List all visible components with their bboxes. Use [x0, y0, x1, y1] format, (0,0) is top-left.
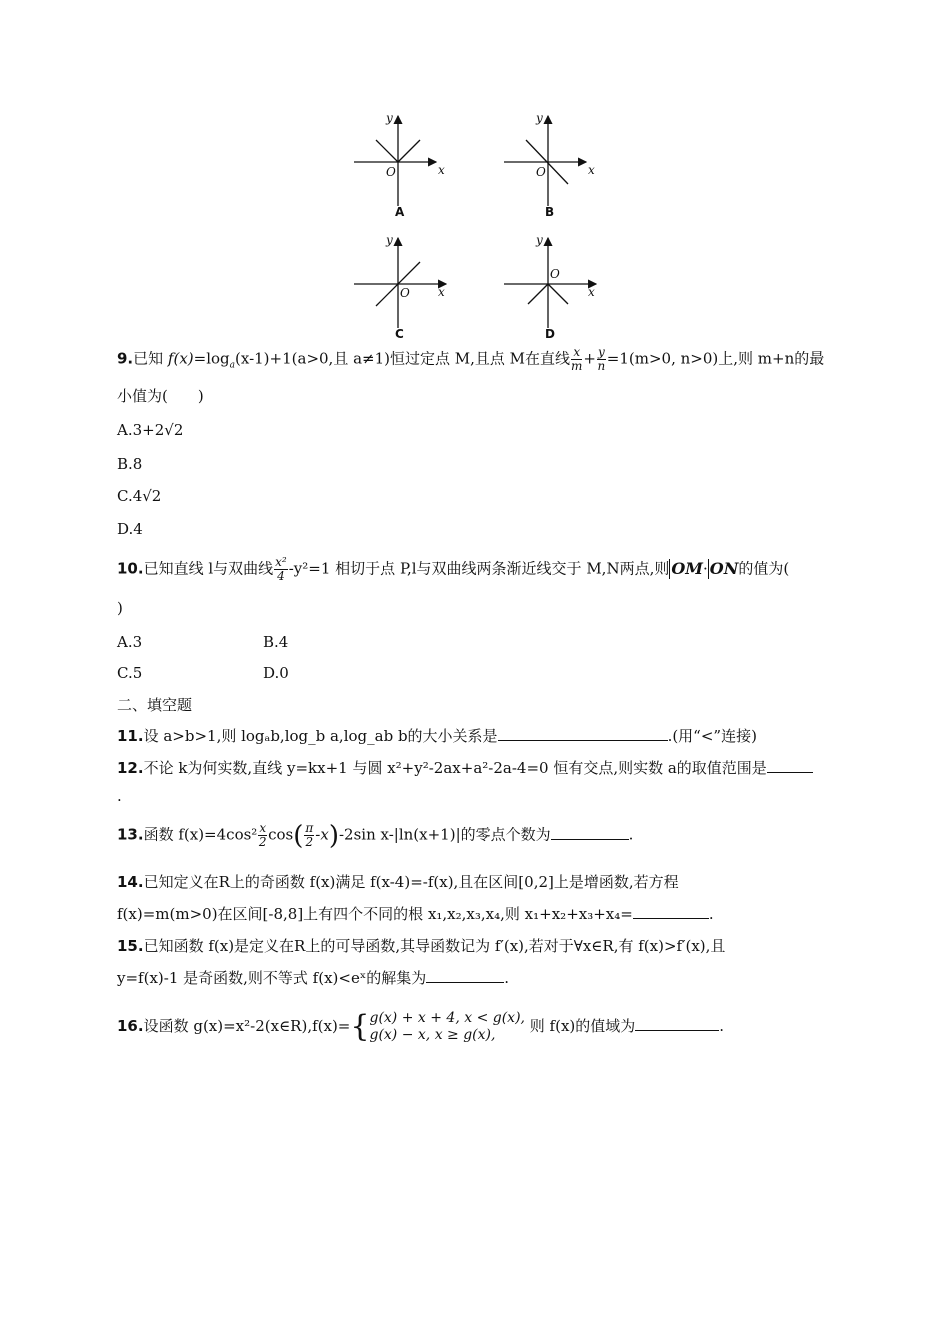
q13-line: [117, 822, 633, 849]
q10-line1: [117, 556, 789, 583]
q13-cos: cos: [268, 825, 294, 844]
q10-prefix: 已知直线 l与双曲线: [143, 559, 274, 578]
q10-suffix: 的值为(: [738, 559, 790, 578]
q12-answer-blank[interactable]: [767, 758, 813, 773]
q13-minus-x: -x: [315, 825, 329, 844]
q10-option-a: A.3: [117, 633, 143, 651]
q11-answer-blank[interactable]: [498, 726, 668, 741]
graph-a-label: A: [395, 205, 405, 219]
q14-line2: [117, 904, 714, 924]
q14-text1: 已知定义在R上的奇函数 f(x)满足 f(x-4)=-f(x),且在区间[0,2]上是增函数,若方程: [143, 873, 679, 891]
graph-c: [354, 238, 446, 328]
q10-frac: [274, 556, 288, 583]
q13-suffix: -2sin x-|ln(x+1)|的零点个数为: [338, 825, 551, 844]
q13-prefix: 函数 f(x)=4cos²: [143, 825, 258, 844]
q13-half-num: x: [259, 821, 267, 835]
graph-c-origin-label: O: [400, 286, 410, 300]
q14-text2: f(x)=m(m>0)在区间[-8,8]上有四个不同的根 x₁,x₂,x₃,x₄,则 x₁+x₂+x₃+x₄=: [117, 905, 633, 923]
graph-c-x-label: x: [438, 285, 445, 299]
q13-lparen: (: [293, 820, 304, 851]
graph-b-x-label: x: [588, 163, 595, 177]
graph-b: [504, 116, 586, 206]
graph-d-x-label: x: [588, 285, 595, 299]
q13-number: 13.: [117, 825, 144, 844]
q9-frac-y-n: [597, 346, 606, 373]
q11-line: [117, 726, 757, 746]
q13-pi-num: π: [305, 821, 314, 835]
graph-b-label: B: [545, 205, 555, 219]
q9-number: 9.: [117, 349, 134, 368]
q9-option-d: D.4: [117, 520, 143, 538]
q9-plus: +1(a>0,且 a≠1)恒过定点 M,且点 M在直线: [269, 349, 571, 368]
q9-frac2-den: n: [597, 359, 606, 373]
q15-text2: y=f(x)-1 是奇函数,则不等式 f(x)<eˣ的解集为: [117, 969, 427, 987]
q10-dot: ·: [703, 559, 708, 578]
q10-frac-num: x²: [275, 555, 287, 569]
q12-line2: .: [117, 787, 122, 805]
graph-d-origin-label: O: [550, 267, 560, 281]
q16-answer-blank[interactable]: [635, 1016, 719, 1031]
q13-frac-half: [258, 822, 267, 849]
q16-cases: [369, 1010, 525, 1044]
q10-option-c: C.5: [117, 664, 143, 682]
q16-suffix: 则 f(x)的值域为: [529, 1017, 636, 1035]
graph-c-label: C: [395, 327, 404, 341]
q16-prefix: 设函数 g(x)=x²-2(x∈R),f(x)=: [143, 1017, 351, 1035]
graph-d-label: D: [545, 327, 555, 341]
q9-eq: =log: [193, 349, 230, 368]
q9-option-a: A.3+2√2: [117, 421, 184, 439]
graph-b-origin-label: O: [536, 165, 546, 179]
q12-text: 不论 k为何实数,直线 y=kx+1 与圆 x²+y²-2ax+a²-2a-4=0 恒有交点,则实数 a的取值范围是: [143, 759, 767, 777]
q9-suffix: =1(m>0, n>0)上,则 m+n的最: [606, 349, 825, 368]
q13-frac-pi: [304, 822, 314, 849]
section-fill-in-heading: 二、填空题: [117, 696, 193, 714]
q14-line1: [117, 872, 679, 892]
graph-a-x-label: x: [438, 163, 445, 177]
q15-line1: [117, 936, 725, 956]
q10-vec-om: OM: [671, 558, 704, 578]
q9-option-b: B.8: [117, 455, 143, 473]
q13-answer-blank[interactable]: [551, 825, 629, 840]
q9-line1: [117, 346, 824, 373]
q15-end: .: [504, 969, 509, 987]
q12-line: [117, 758, 813, 778]
q9-func: f(x): [167, 349, 194, 368]
q9-frac1-den: m: [571, 359, 583, 373]
q10-option-b: B.4: [263, 633, 289, 651]
q10-number: 10.: [117, 559, 144, 578]
q15-number: 15.: [117, 937, 144, 955]
q13-pi-den: 2: [305, 835, 314, 849]
q11-number: 11.: [117, 727, 144, 745]
q15-answer-blank[interactable]: [426, 968, 504, 983]
q13-rparen: ): [328, 820, 339, 851]
q14-answer-blank[interactable]: [633, 904, 709, 919]
q10-frac-den: 4: [277, 569, 285, 583]
q9-prefix: 已知: [133, 349, 168, 368]
q16-brace: {: [350, 1009, 370, 1044]
graph-d: [504, 238, 596, 328]
q16-end: .: [719, 1017, 725, 1035]
q9-base: a: [229, 360, 236, 371]
q10-vec-on: ON: [709, 558, 739, 578]
graph-a-y-label: y: [386, 111, 393, 125]
graph-a: [354, 116, 436, 206]
q16-line: [117, 1010, 724, 1044]
q9-line2: 小值为( ): [117, 387, 204, 405]
q15-text1: 已知函数 f(x)是定义在R上的可导函数,其导函数记为 f′(x),若对于∀x∈R,有 f(x)>f′(x),且: [143, 937, 726, 955]
q14-end: .: [708, 905, 714, 923]
q15-line2: [117, 968, 509, 988]
graph-d-y-label: y: [536, 233, 543, 247]
q13-half-den: 2: [258, 835, 267, 849]
q9-plus-sign: +: [583, 349, 596, 368]
q13-end: .: [628, 825, 634, 844]
q10-line2: ): [117, 599, 123, 617]
graph-c-y-label: y: [386, 233, 393, 247]
q10-mid: -y²=1 相切于点 P,l与双曲线两条渐近线交于 M,N两点,则: [288, 559, 670, 578]
q9-option-c: C.4√2: [117, 487, 162, 505]
q11-text: 设 a>b>1,则 logₐb,log_b a,log_ab b的大小关系是: [143, 727, 498, 745]
q14-number: 14.: [117, 873, 144, 891]
q16-case2: g(x) − x, x ≥ g(x),: [369, 1027, 496, 1043]
q16-number: 16.: [117, 1017, 144, 1035]
q11-suffix: .(用“<”连接): [667, 727, 757, 745]
q9-frac1-num: x: [571, 346, 582, 360]
q16-case1: g(x) + x + 4, x < g(x),: [369, 1010, 525, 1026]
q9-arg: (x-1): [235, 349, 270, 368]
q9-frac2-num: y: [598, 345, 605, 359]
graph-options-figure: [340, 108, 620, 344]
graph-b-y-label: y: [536, 111, 543, 125]
q10-option-d: D.0: [263, 664, 289, 682]
q12-number: 12.: [117, 759, 144, 777]
q9-frac-x-m: [571, 346, 582, 373]
graph-a-origin-label: O: [386, 165, 396, 179]
